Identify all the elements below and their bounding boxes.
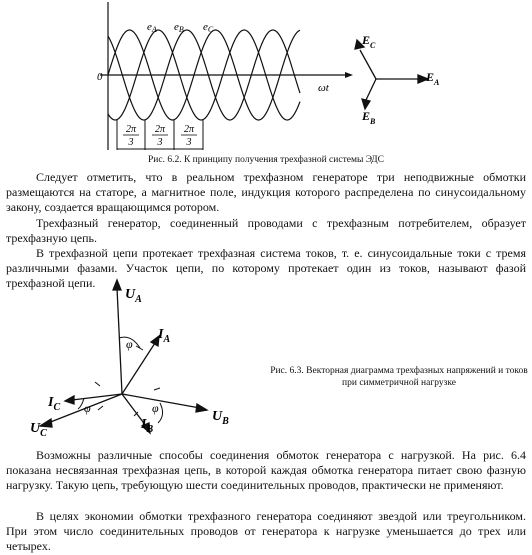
svg-text:3: 3 bbox=[128, 137, 134, 148]
label-ua: $U_A$ bbox=[125, 287, 142, 305]
phasor-eb-arrow bbox=[362, 99, 370, 109]
paragraph-phase-definition: В трехфазной цепи протекает трехфазная система токов, т. е. синусоидальные токи с тремя различными фазами. Участок цепи, по которому протекает один из токов, называют фазой трехфазной цепи. bbox=[6, 246, 526, 290]
svg-text:3: 3 bbox=[186, 137, 192, 148]
angle-ticks bbox=[95, 346, 160, 416]
figure-6-2-caption: Рис. 6.2. К принципу получения трехфазной системы ЭДС bbox=[147, 155, 384, 165]
vector-ub-arrow bbox=[196, 404, 207, 412]
period-label-2 bbox=[152, 124, 168, 148]
figure-6-3-caption: Рис. 6.3. Векторная диаграмма трехфазных напряжений и токов при симметричной нагрузке bbox=[270, 366, 528, 388]
emf-label-b: eB bbox=[174, 21, 184, 34]
phasor-label-eb: $E_B$ bbox=[362, 109, 376, 126]
label-ia: $I_A$ bbox=[158, 327, 171, 345]
paragraph-connection-methods: Возможны различные способы соединения обмоток генератора с нагрузкой. На рис. 6.4 показана несвязанная трехфазная цепь, в которой каждая обмотка генератора питает свою фазную нагрузку. Такую цепь, требующую шести соединительных проводов, практически не применяют. bbox=[6, 448, 526, 492]
phi-label-c: φ bbox=[84, 401, 91, 415]
paragraph-three-phase-circuit: Трехфазный генератор, соединенный проводами с трехфазным потребителем, образует трехфазную цепь. bbox=[6, 216, 526, 245]
label-ib: $I_B$ bbox=[141, 417, 154, 435]
label-ub: $U_B$ bbox=[212, 409, 229, 427]
angle-arc-b bbox=[158, 403, 163, 423]
paragraph-star-delta: В целях экономии обмотки трехфазного генератора соединяют звездой или треугольником. При этом число соединительных проводов от генератора к нагрузке уменьшается до трех или четырех. bbox=[6, 509, 526, 553]
emf-label-a: eA bbox=[147, 21, 157, 34]
period-label-1 bbox=[123, 124, 139, 148]
phasor-eb bbox=[366, 79, 376, 100]
three-phase-emf-diagram bbox=[0, 0, 532, 152]
emf-label-c: eC bbox=[203, 21, 214, 34]
origin-label: 0 bbox=[97, 71, 103, 83]
vector-ua-arrow bbox=[113, 280, 121, 290]
period-label-3 bbox=[181, 124, 197, 148]
omega-t-label: ωt bbox=[318, 82, 329, 94]
figure-6-3 bbox=[0, 278, 260, 444]
phi-label-b: φ bbox=[152, 401, 159, 415]
svg-text:2π: 2π bbox=[125, 124, 137, 135]
time-axis-arrow bbox=[345, 72, 353, 78]
label-ic: $I_C$ bbox=[48, 395, 61, 413]
svg-text:2π: 2π bbox=[154, 124, 166, 135]
phasor-label-ea: $E_A$ bbox=[426, 70, 440, 87]
svg-text:2π: 2π bbox=[183, 124, 195, 135]
vector-ua bbox=[117, 288, 122, 394]
vector-ic-arrow bbox=[65, 396, 74, 404]
voltage-current-vector-diagram bbox=[0, 278, 260, 444]
paragraph-stator: Следует отметить, что в реальном трехфазном генераторе три неподвижные обмотки размещаются на статоре, а магнитное поле, индукция которого распределена по синусоидальному закону, создается вращающимся ротором. bbox=[6, 170, 526, 214]
emf-phasor-diagram bbox=[355, 40, 428, 109]
phasor-ec bbox=[360, 50, 376, 79]
phasor-label-ec: $E_C$ bbox=[362, 33, 376, 50]
svg-text:3: 3 bbox=[157, 137, 163, 148]
vector-uc-arrow bbox=[40, 419, 52, 427]
label-uc: $U_C$ bbox=[30, 421, 47, 439]
phi-label-a: φ bbox=[126, 337, 133, 351]
figure-6-2 bbox=[0, 0, 532, 152]
